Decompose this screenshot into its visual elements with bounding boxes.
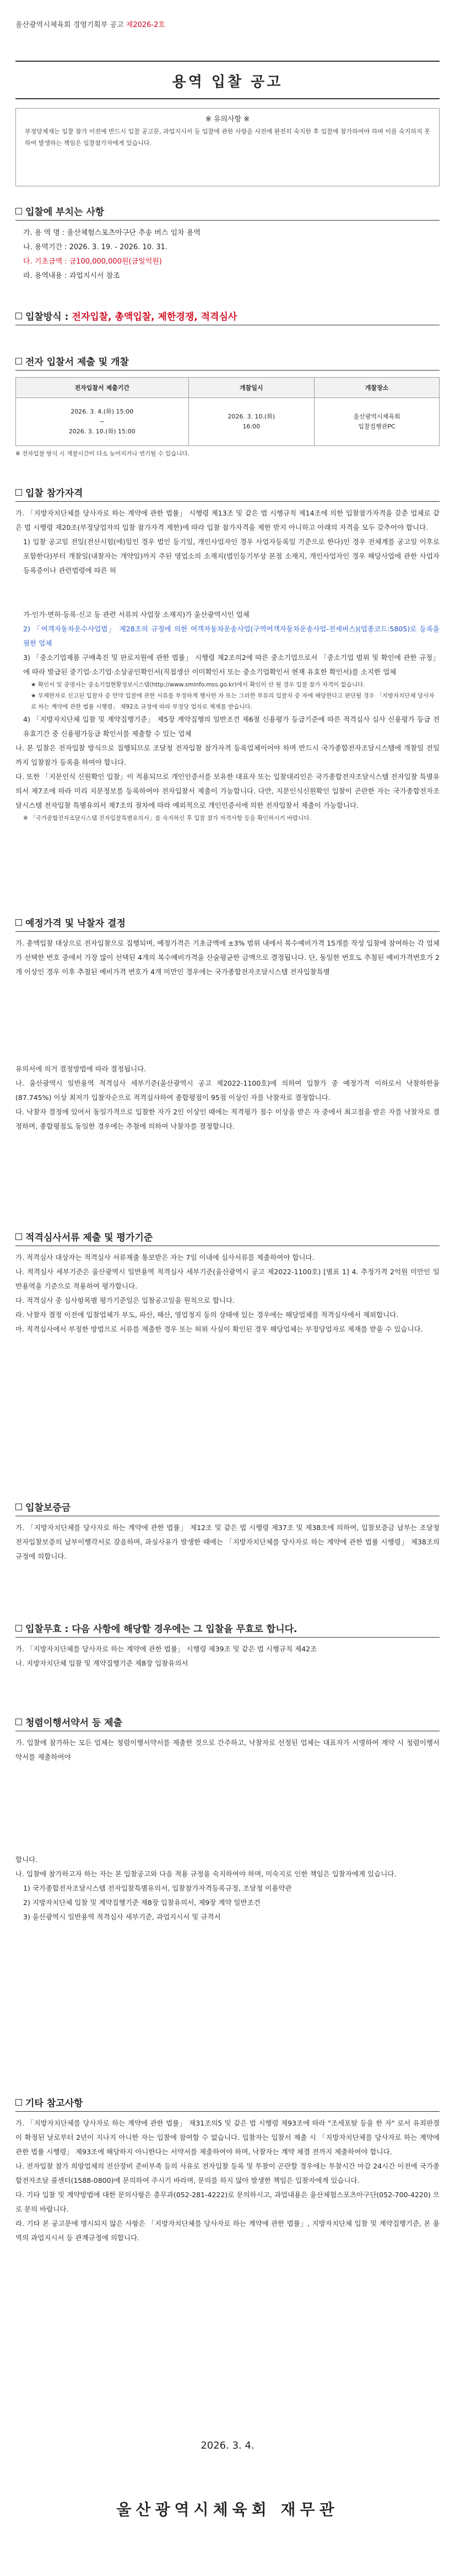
paragraph: 다. 또한 「지문인식 신원확인 입찰」이 적용되므로 개인인증서를 보유한 대표자 또는 입찰대리인은 국가종합전자조달시스템 전자입찰 특별유의서 제7조에 따라 미리 지문정보를 등록하여야 전자입찰서 제출이 가능합니다. 다만, 지문인식신원확인 입찰이 곤란한 자는 국가종합전자조달시스템 전자입찰 특별유의서 제7조의 절차에 따라 예외적으로 개인인증서에 의한 전자입찰서 제출이 가능합니다. xyxy=(15,772,440,809)
paragraph: 라. 기타 본 공고문에 명시되지 않은 사항은 「지방자치단체를 당사자로 하는 계약에 관한 법률」, 지방자치단체 입찰 및 계약집행기준, 본 용역의 과업지시서 등 관계규정에 의합니다. xyxy=(15,2219,440,2242)
paragraph: 가. 「지방자치단체를 당사자로 하는 계약에 관한 법률」 시행령 제13조 및 같은 법 시행규칙 제14조에 의한 입찰참가자격을 갖춘 업체로 같은 법 시행령 제20조(부정당업자의 입찰 참가자격 제한)에 따라 입찰 참가자격을 제한 받지 아니하고 아래의 자격을 모두 갖추어야 합니다. xyxy=(15,509,440,532)
paragraph-note: ※ 「국가종합전자조달시스템 전자입찰특별유의서」를 숙지하신 후 입찰 참가 자격사항 등을 확인하시기 바랍니다. xyxy=(23,815,311,822)
paragraph: 나. 적격심사 세부기준은 울산광역시 일반용역 적격심사 세부기준(울산광역시 공고 제2022-1100호) [별표 1] 4. 추정가격 2억원 미만인 일반용역을 기준으로 적용하여 평가합니다. xyxy=(15,1268,440,1290)
checkbox-square-icon xyxy=(15,489,22,496)
checkbox-square-icon xyxy=(15,313,22,319)
section-integrity: 청렴이행서약서 등 제출 가. 입찰에 참가하는 모든 업체는 청렴이행서약서를 제출한 것으로 간주하고, 낙찰자로 선정된 업체는 대표자가 서명하여 계약 시 청렴이행서약서를 제출하여야 합니다. 나. 입찰에 참가하고자 하는 자는 본 입찰공고와 다음 적용 규정을 숙지하여야 하며, 미숙지로 인한 책임은 입찰자에게 있습니다. 1) 국가종합전자조달시스템 전자입찰특별유의서, 입찰참가자격등록규정, 조달청 이용약관 2) 지방자치단체 입찰 및 계약집행기준 제8장 입찰유의서, 제9장 계약 일반조건 3) 울산광역시 일반용역 적격심사 세부기준, 과업지시서 및 규격서 xyxy=(15,1715,440,1924)
paragraph: 가. 총액입찰 대상으로 전자입찰으로 집행되며, 예정가격은 기초금액에 ±3% 범위 내에서 복수예비가격 15개를 작성 입찰에 참여하는 각 업체가 선택한 번호 중에서 가장 많이 선택된 4개의 복수예비가격을 산술평균한 금액으로 결정됩니다. 단, 동일한 번호도 추첨된 예비가격번호가 2개 이상인 경우 이후 추첨된 예비가격 번호가 4개 미만인 경우에는 국가종합전자조달시스템 전자입찰특별 xyxy=(15,939,440,976)
paragraph: 다. 기타 입찰 및 계약방법에 대한 문의사항은 총무과(052-281-4222)로 문의하시고, 과업내용은 울산체험스포츠아구단(052-700-4220) 으로 문의 바랍니다. xyxy=(15,2191,440,2213)
checkbox-square-icon xyxy=(15,2099,22,2106)
schedule-note: ※ 전자입찰 방식 시 개찰시간이 다소 늦어지거나 연기될 수 있습니다. xyxy=(15,450,190,457)
notice-number-value: 제2026-2호 xyxy=(126,21,165,29)
paragraph-note: ★ 무제한자로 신고된 입찰자 중 만약 입찰에 관한 서류를 부정하게 행사한 자 또는 그러한 부류의 입찰자 중 자에 해당한다고 판단될 경우 「지방자치단체 당사자로 하는 계약에 관한 법률 시행령」 제92조 규정에 따라 부정당 업자로 제재를 받습니다. xyxy=(31,693,435,710)
section-qualification: 적격심사서류 제출 및 평가기준 가. 적격심사 대상자는 적격심사 서류제출 통보받은 자는 7일 이내에 심사서류를 제출하여야 합니다. 나. 적격심사 세부기준은 울산광역시 일반용역 적격심사 세부기준(울산광역시 공고 제2022-1100호) [별표 1] 4. 추정가격 2억원 미만인 일반용역을 기준으로 적용하여 평가합니다. 다. 적격심사 중 심사항목별 평가기준일은 입찰공고일을 원칙으로 합니다. 라. 낙찰자 결정 이전에 입찰업체가 부도, 파산, 해산, 영업정지 등의 상태에 있는 경우에는 해당업체를 적격심사에서 제외합니다. 마. 적격심사에서 부정한 방법으로 서류를 제출한 경우 또는 허위 사실이 확인된 경우 해당업체는 부정당업자로 제재를 받을 수 있습니다. xyxy=(15,1230,440,1337)
section-price: 예정가격 및 낙찰자 결정 가. 총액입찰 대상으로 전자입찰으로 집행되며, 예정가격은 기초금액에 ±3% 범위 내에서 복수예비가격 15개를 작성 입찰에 참여하는 각 업체가 선택한 번호 중에서 가장 많이 선택된 4개의 복수예비가격을 산술평균한 금액으로 결정됩니다. 단, 동일한 번호도 추첨된 예비가격번호가 2개 이상인 경우 이후 추첨된 예비가격 번호가 4개 미만인 경우에는 국가종합전자조달시스템 전자입찰특별 유의서에 의거 결정방법에 따라 결정됩니다. 나. 울산광역시 일반용역 적격심사 세부기준(울산광역시 공고 제2022-1100호)에 의하여 입찰가 중 예정가격 이하로서 낙찰하한율(87.745%) 이상 최저가 입찰자순으로 적격심사하여 종합평점이 95점 이상인 자를 낙찰자로 결정합니다. 다. 낙찰자 결정에 있어서 동일가격으로 입찰한 자가 2인 이상인 때에는 적격평가 점수 이상을 받은 자 중에서 최고점을 받은 자를 낙찰자로 결정하며, 종합평점도 동일한 경우에는 추첨에 의하여 낙찰자를 결정합니다. xyxy=(15,915,440,1134)
paragraph: 나. 입찰에 참가하고자 하는 자는 본 입찰공고와 다음 적용 규정을 숙지하여야 하며, 미숙지로 인한 책임은 입찰자에게 있습니다. xyxy=(15,1870,397,1878)
paragraph: 유의서에 의거 결정방법에 따라 결정됩니다. xyxy=(15,1065,147,1073)
paragraph: 나. 울산광역시 일반용역 적격심사 세부기준(울산광역시 공고 제2022-1100호)에 의하여 입찰가 중 예정가격 이하로서 낙찰하한율(87.745%) 이상 최저가 입찰자순으로 적격심사하여 종합평점이 95점 이상인 자를 낙찰자로 결정합니다. xyxy=(15,1079,440,1102)
table-cell: 2026. 3. 4.(화) 15:00 ~ 2026. 3. 10.(화) 15:00 xyxy=(16,398,189,446)
paragraph: 3) 「중소기업제품 구매촉진 및 판로지원에 관한 법률」 시행령 제2조의2에 따른 중소기업으로서 「중소기업 범위 및 확인에 관한 규정」에 따라 발급된 중기업·소기업·소상공인확인서(직접생산 이미확인서 또는 중소기업확인서 현재 유효한 확인서)를 소지한 업체 xyxy=(23,653,440,676)
section-subject xyxy=(15,204,440,283)
bid-method: 전자입찰, 총액입찰, 제한경쟁, 적격심사 xyxy=(72,312,237,323)
checkbox-square-icon xyxy=(15,1625,22,1632)
page-title: 용역 입찰 공고 xyxy=(172,74,283,90)
caution-body: 부정당제재는 입찰 참가 이전에 반드시 입찰 공고문, 과업지시서 등 입찰에 관한 사항을 사전에 완전히 숙지한 후 입찰에 참가하여야 하며 이를 숙지하지 못하여 발생하는 책임은 입찰참가자에게 있습니다. xyxy=(25,128,430,147)
item-period: 나. 용역기간 : 2026. 3. 19. - 2026. 10. 31. xyxy=(23,243,168,251)
issuer-name: 울산광역시체육회 재무관 xyxy=(116,2500,339,2519)
paragraph: 나. 전자입찰 참가 희망업체의 전산장비 준비부족 등의 사유로 전자입찰 등록 및 투찰이 곤란할 경우에는 투찰시간 마감 24시간 이전에 국가종합전자조달 콜센터(1588-0800)에 문의하여 주시기 바라며, 문의를 하지 않아 발생한 책임은 입찰자에게 있습니다. xyxy=(15,2162,440,2185)
notice-number: 울산광역시체육회 경영기획부 공고 제2026-2호 xyxy=(15,21,165,29)
paragraph: 4) 「지방자치단체 입찰 및 계약집행기준」 제5장 계약집행의 일반조건 제6절 신용평가 등급기준에 따른 적격심사 심사 신용평가 등급 전 유효기간 중 신용평가등급 확인서를 제출할 수 있는 업체 xyxy=(23,715,440,738)
table-header: 개찰장소 xyxy=(315,378,440,398)
checkbox-square-icon xyxy=(15,1719,22,1725)
item-content: 라. 용역내용 : 과업지시서 참조 xyxy=(23,272,120,280)
section-deposit: 입찰보증금 가. 「지방자치단체를 당사자로 하는 계약에 관한 법률」 제12조 및 같은 법 시행령 제37조 및 제38조에 의하여, 입찰보증금 납부는 조달청 전자입찰보증의 납부이행각서로 갈음하며, 과실사유가 발생한 때에는 「지방자치단체를 당사자로 하는 계약에 관한 법률 시행령」 제38조의 규정에 의합니다. xyxy=(15,1500,440,1564)
item-name: 가. 용 역 명 : 울산체험스포츠아구단 추송 버스 임차 용역 xyxy=(23,229,201,237)
paragraph: 2) 「여객자동차운수사업법」 제28조의 규정에 의한 여객자동차운송사업(구역여객자동차운송사업-전세버스)(업종코드:5805)로 등록을 필한 업체 xyxy=(23,625,440,647)
caution-heading: ※ 유의사항 ※ xyxy=(205,115,250,124)
paragraph: 라. 낙찰자 결정 이전에 입찰업체가 부도, 파산, 해산, 영업정지 등의 상태에 있는 경우에는 해당업체를 적격심사에서 제외합니다. xyxy=(15,1311,399,1319)
paragraph: 마. 적격심사에서 부정한 방법으로 서류를 제출한 경우 또는 허위 사실이 확인된 경우 해당업체는 부정당업자로 제재를 받을 수 있습니다. xyxy=(15,1325,423,1333)
paragraph: 합니다. xyxy=(15,1855,38,1864)
caution-box xyxy=(15,108,440,186)
table-cell: 울산광역시체육회 입찰집행관PC xyxy=(315,398,440,446)
paragraph: 가. 「지방자치단체를 당사자로 하는 계약에 관한 법률」 시행령 제39조 및 같은 법 시행규칙 제42조 xyxy=(15,1645,317,1653)
paragraph: 나. 지방자치단체 입찰 및 계약집행기준 제8장 입찰유의서 xyxy=(15,1659,188,1667)
paragraph: 가. 적격심사 대상자는 적격심사 서류제출 통보받은 자는 7일 이내에 심사서류를 제출하여야 합니다. xyxy=(15,1253,315,1262)
section-invalid: 입찰무효 : 다음 사항에 해당할 경우에는 그 입찰을 무효로 합니다. 가. 「지방자치단체를 당사자로 하는 계약에 관한 법률」 시행령 제39조 및 같은 법 시행규칙 제42조 나. 지방자치단체 입찰 및 계약집행기준 제8장 입찰유의서 xyxy=(15,1621,440,1671)
schedule-table xyxy=(15,377,440,446)
paragraph: 3) 울산광역시 일반용역 적격심사 세부기준, 과업지시서 및 규격서 xyxy=(23,1913,221,1921)
item-base-price: 다. 기초금액 : 금100,000,000원(금일억원) xyxy=(23,257,162,266)
section-eligibility: 입찰 참가자격 가. 「지방자치단체를 당사자로 하는 계약에 관한 법률」 시행령 제13조 및 같은 법 시행규칙 제14조에 의한 입찰참가자격을 갖춘 업체로 같은 법 시행령 제20조(부정당업자의 입찰 참가자격 제한)에 따라 입찰 참가자격을 제한 받지 아니하고 아래의 자격을 모두 갖추어야 합니다. 1) 입찰 공고일 전일(전산시험(에)일인 경우 법인 등기일, 개인사업자인 경우 사업자등록일 기준으로 한다)인 경우 전체계를 공고일 이후로 포함한다)부터 개찰일(내찰자는 개약일)까지 주된 영업소의 소재지(법인등기부상 본점 소재지, 개인사업자인 경우 해당사업에 관한 사업자 등록증이나 관련법령에 따른 허 가·인가·면허·등록·신고 등 관련 서류의 사업장 소재지)가 울산광역시인 업체 2) 「여객자동차운수사업법」 제28조의 규정에 의한 여객자동차운송사업(구역여객자동차운송사업-전세버스)(업종코드:5805)로 등록을 필한 업체 3) 「중소기업제품 구매촉진 및 판로지원에 관한 법률」 시행령 제2조의2에 따른 중소기업으로서 「중소기업 범위 및 확인에 관한 규정」에 따라 발급된 중기업·소기업·소상공인확인서(직접생산 이미확인서 또는 중소기업확인서 현재 유효한 확인서)를 소지한 업체 ★ 확인서 및 중명서는 중소기업현황정보시스템(http://www.sminfo.mss.go.kr)에서 확인이 안 될 경우 입찰 참가 자격이 없습니다. ★ 무제한자로 신고된 입찰자 중 만약 입찰에 관한 서류를 부정하게 행사한 자 또는 그러한 부류의 입찰자 중 자에 해당한다고 판단될 경우 「지방자치단체 당사자로 하는 계약에 관한 법률 시행령」 제92조 규정에 따라 부정당 업자로 제재를 받습니다. 4) 「지방자치단체 입찰 및 계약집행기준」 제5장 계약집행의 일반조건 제6절 신용평가 등급기준에 따른 적격심사 심사 신용평가 등급 전 유효기간 중 신용평가등급 확인서를 제출할 수 있는 업체 나. 본 입찰은 전자입찰 방식으로 집행되므로 조달청 전자입찰 참가자격 등록업체이어야 하며 반드시 국가종합전자조달시스템에 개찰일 전일까지 입찰참가 등록을 하여야 합니다. 다. 또한 「지문인식 신원확인 입찰」이 적용되므로 개인인증서를 보유한 대표자 또는 입찰대리인은 국가종합전자조달시스템 전자입찰 특별유의서 제7조에 따라 미리 지문정보를 등록하여야 전자입찰서 제출이 가능합니다. 다만, 지문인식신원확인 입찰이 곤란한 자는 국가종합전자조달시스템 전자입찰 특별유의서 제7조의 절차에 따라 예외적으로 개인인증서에 의한 전자입찰서 제출이 가능합니다. ※ 「국가종합전자조달시스템 전자입찰특별유의서」를 숙지하신 후 입찰 참가 자격사항 등을 확인하시기 바랍니다. xyxy=(15,485,440,824)
checkbox-square-icon xyxy=(15,1504,22,1510)
issue-date: 2026. 3. 4. xyxy=(201,2440,254,2451)
table-header: 전자입찰서 제출기간 xyxy=(16,378,189,398)
paragraph: 2) 지방자치단체 입찰 및 계약집행기준 제8장 입찰유의서, 제9장 계약 일반조건 xyxy=(23,1898,261,1907)
paragraph: 가. 「지방자치단체를 당사자로 하는 계약에 관한 법률」 제31조의5 및 같은 법 시행령 제93조에 따라 "조세포탈 등을 한 자" 로서 유죄판결이 확정된 날로부터 2년이 지나지 아니한 자는 입찰에 참여할 수 없습니다. 입찰자는 입찰서 제출 시 「지방자치단체를 당사자로 하는 계약에 관한 법률 시행령」 제93조에 해당하지 아니한다는 서약서를 제출하여야 하며, 낙찰자는 계약 체결 전까지 제출하여야 합니다. xyxy=(15,2119,440,2156)
checkbox-square-icon xyxy=(15,208,22,214)
paragraph: 다. 적격심사 중 심사항목별 평가기준일은 입찰공고일을 원칙으로 합니다. xyxy=(15,1296,235,1305)
paragraph: 가. 「지방자치단체를 당사자로 하는 계약에 관한 법률」 제12조 및 같은 법 시행령 제37조 및 제38조에 의하여, 입찰보증금 납부는 조달청 전자입찰보증의 납부이행각서로 갈음하며, 과실사유가 발생한 때에는 「지방자치단체를 당사자로 하는 계약에 관한 법률 시행령」 제38조의 규정에 의합니다. xyxy=(15,1523,440,1560)
table-header: 개찰일시 xyxy=(188,378,315,398)
section-heading: 입찰에 부치는 사항 xyxy=(25,207,105,218)
table-cell: 2026. 3. 10.(화) 16:00 xyxy=(188,398,315,446)
checkbox-square-icon xyxy=(15,358,22,364)
paragraph: 나. 본 입찰은 전자입찰 방식으로 집행되므로 조달청 전자입찰 참가자격 등록업체이어야 하며 반드시 국가종합전자조달시스템에 개찰일 전일까지 입찰참가 등록을 하여야 합니다. xyxy=(15,744,440,766)
title-bar xyxy=(15,61,440,99)
section-schedule: 전자 입찰서 제출 및 개찰 전자입찰서 제출기간 개찰일시 개찰장소 2026. 3. 4.(화) 15:00 ~ 2026. 3. 10.(화) 15:00 2026. 3. 10.(화) 16:00 울산광역시체육회 입찰집행관PC ※ 전자입찰 방식 시 개찰시간이 다소 늦어지거나 연기될 수 있습니다. xyxy=(15,354,440,459)
paragraph: 1) 입찰 공고일 전일(전산시험(에)일인 경우 법인 등기일, 개인사업자인 경우 사업자등록일 기준으로 한다)인 경우 전체계를 공고일 이후로 포함한다)부터 개찰일(내찰자는 개약일)까지 주된 영업소의 소재지(법인등기부상 본점 소재지, 개인사업자인 경우 해당사업에 관한 사업자 등록증이나 관련법령에 따른 허 xyxy=(23,538,440,575)
paragraph: 가. 입찰에 참가하는 모든 업체는 청렴이행서약서를 제출한 것으로 간주하고, 낙찰자로 선정된 업체는 대표자가 서명하여 계약 시 청렴이행서약서를 제출하여야 xyxy=(15,1738,440,1761)
section-method: 입찰방식 : 전자입찰, 총액입찰, 제한경쟁, 적격심사 xyxy=(15,309,440,325)
paragraph: 1) 국가종합전자조달시스템 전자입찰특별유의서, 입찰참가자격등록규정, 조달청 이용약관 xyxy=(23,1884,292,1892)
paragraph: 가·인가·면허·등록·신고 등 관련 서류의 사업장 소재지)가 울산광역시인 업체 xyxy=(23,610,250,619)
checkbox-square-icon xyxy=(15,919,22,926)
paragraph-note: ★ 확인서 및 중명서는 중소기업현황정보시스템(http://www.sminfo.mss.go.kr)에서 확인이 안 될 경우 입찰 참가 자격이 없습니다. xyxy=(31,681,365,688)
paragraph: 다. 낙찰자 결정에 있어서 동일가격으로 입찰한 자가 2인 이상인 때에는 적격평가 점수 이상을 받은 자 중에서 최고점을 받은 자를 낙찰자로 결정하며, 종합평점도 동일한 경우에는 추첨에 의하여 낙찰자를 결정합니다. xyxy=(15,1108,440,1130)
checkbox-square-icon xyxy=(15,1233,22,1240)
section-etc: 기타 참고사항 가. 「지방자치단체를 당사자로 하는 계약에 관한 법률」 제31조의5 및 같은 법 시행령 제93조에 따라 "조세포탈 등을 한 자" 로서 유죄판결이 확정된 날로부터 2년이 지나지 아니한 자는 입찰에 참여할 수 없습니다. 입찰자는 입찰서 제출 시 「지방자치단체를 당사자로 하는 계약에 관한 법률 시행령」 제93조에 해당하지 아니한다는 서약서를 제출하여야 하며, 낙찰자는 계약 체결 전까지 제출하여야 합니다. 나. 전자입찰 참가 희망업체의 전산장비 준비부족 등의 사유로 전자입찰 등록 및 투찰이 곤란할 경우에는 투찰시간 마감 24시간 이전에 국가종합전자조달 콜센터(1588-0800)에 문의하여 주시기 바라며, 문의를 하지 않아 발생한 책임은 입찰자에게 있습니다. 다. 기타 입찰 및 계약방법에 대한 문의사항은 총무과(052-281-4222)로 문의하시고, 과업내용은 울산체험스포츠아구단(052-700-4220) 으로 문의 바랍니다. 라. 기타 본 공고문에 명시되지 않은 사항은 「지방자치단체를 당사자로 하는 계약에 관한 법률」, 지방자치단체 입찰 및 계약집행기준, 본 용역의 과업지시서 등 관계규정에 의합니다. xyxy=(15,2095,440,2245)
